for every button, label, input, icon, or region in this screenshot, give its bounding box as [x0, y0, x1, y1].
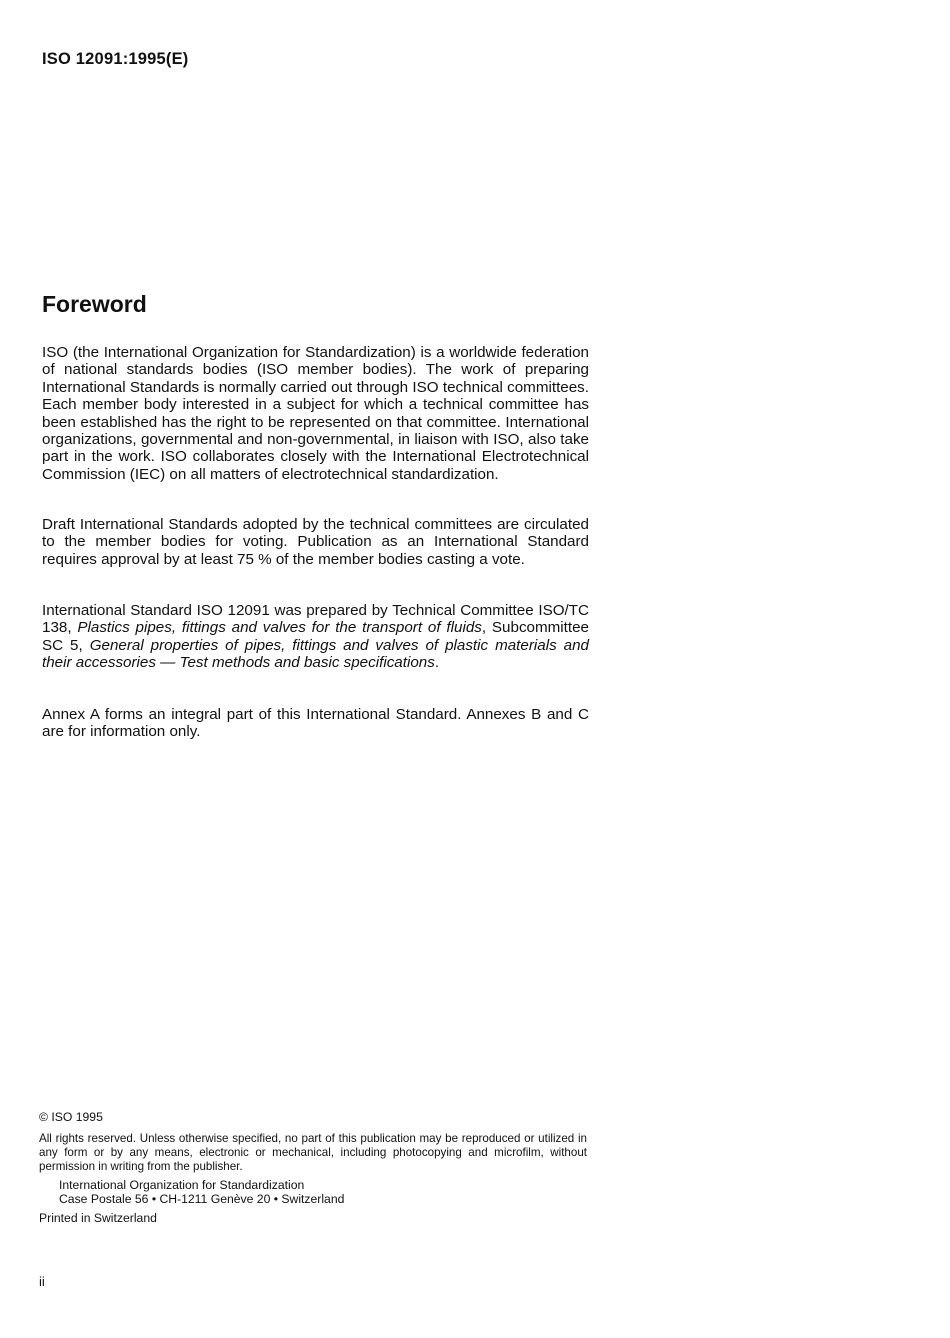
subcommittee-title: General properties of pipes, fittings and valves of plastic materials and their accessories — Test methods and basic specifications — [42, 636, 589, 672]
paragraph-3-text-c: . — [434, 654, 440, 672]
page-title: Foreword — [42, 291, 147, 317]
foreword-paragraph-1: ISO (the International Organization for Standardization) is a worldwide federation of national standards bodies (ISO member bodies). The work of preparing International Standards is normally carried out through ISO technical committees. Each member body interested in a subject for which a technical committee has been established has the right to be represented on that committee. International organizations, governmental and non-governmental, in liaison with ISO, also take part in the work. ISO collaborates closely with the International Electrotechnical Commission (IEC) on all matters of electrotechnical standardization. — [42, 344, 589, 483]
foreword-paragraph-2: Draft International Standards adopted by the technical committees are circulated to the member bodies for voting. Publication as an International Standard requires approval by at least 75 % of the member bodies casting a vote. — [42, 516, 589, 568]
rights-statement: All rights reserved. Unless otherwise specified, no part of this publication may be reproduced or utilized in any form or by any means, electronic or mechanical, including photocopying and microfilm, without permission in writing from the publisher. — [39, 1132, 587, 1173]
committee-title: Plastics pipes, fittings and valves for the transport of fluids — [77, 619, 482, 637]
foreword-paragraph-3 — [42, 602, 589, 672]
organization-name: International Organization for Standardization — [59, 1178, 305, 1192]
paragraph-3-text-b: , Subcommittee SC 5, — [42, 619, 589, 654]
foreword-paragraph-4: Annex A forms an integral part of this International Standard. Annexes B and C are for information only. — [42, 706, 589, 741]
organization-postal-address: Case Postale 56 • CH-1211 Genève 20 • Switzerland — [59, 1192, 345, 1207]
document-id: ISO 12091:1995(E) — [42, 50, 189, 68]
page-number: ii — [39, 1274, 45, 1289]
printed-location: Printed in Switzerland — [39, 1211, 157, 1225]
copyright-notice: © ISO 1995 — [39, 1110, 103, 1124]
publisher-address — [59, 1178, 344, 1206]
paragraph-3-text-a: International Standard ISO 12091 was prepared by Technical Committee ISO/TC 138, — [42, 602, 589, 637]
